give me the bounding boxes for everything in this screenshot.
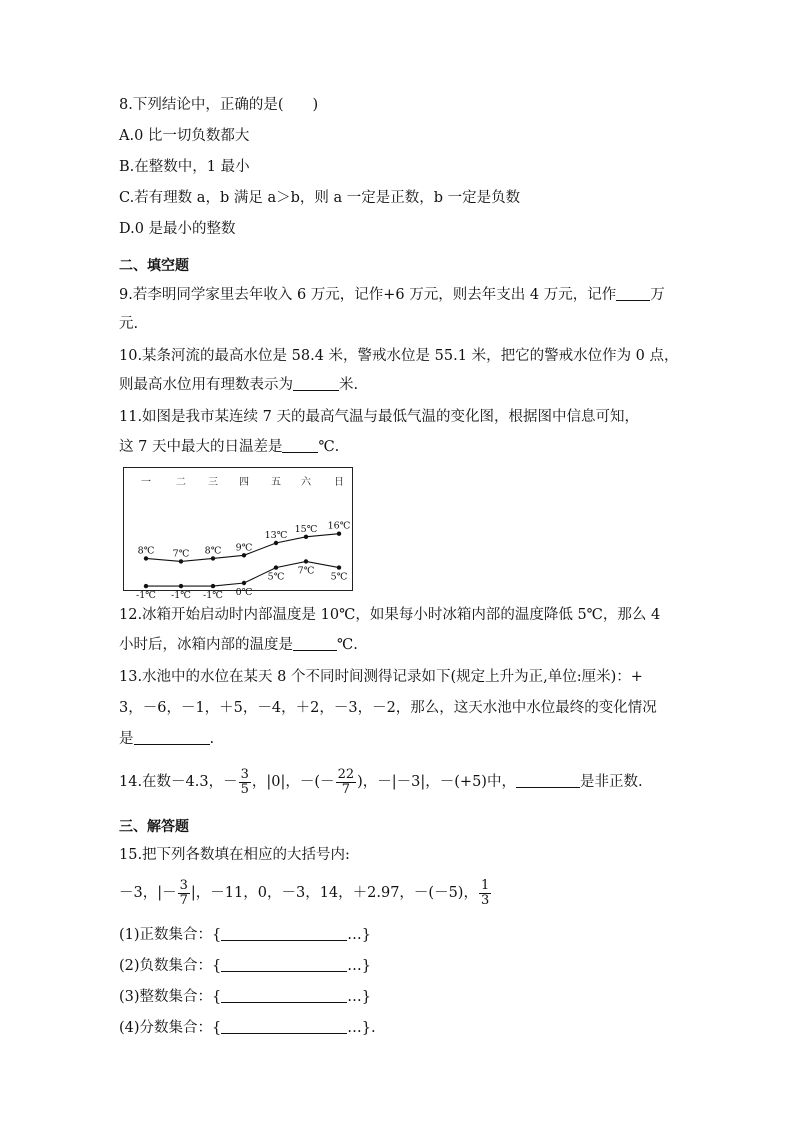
section-answer-title: 三、解答题 bbox=[119, 819, 189, 835]
low-point-6 bbox=[337, 565, 341, 569]
q15-numbers-line bbox=[119, 874, 492, 912]
high-point-6 bbox=[337, 532, 341, 536]
q10-line2 bbox=[119, 375, 358, 395]
q11-line1: 11.如图是我市某连续 7 天的最高气温与最低气温的变化图，根据图中信息可知， bbox=[119, 409, 640, 425]
high-label-1: 7℃ bbox=[172, 548, 190, 560]
high-point-4 bbox=[274, 541, 278, 545]
high-label-6: 16℃ bbox=[327, 520, 351, 532]
q14-fraction-2 bbox=[336, 768, 357, 797]
q8-stem: 8.下列结论中，正确的是( ) bbox=[119, 97, 319, 113]
q11-unit: ℃. bbox=[318, 439, 340, 455]
q15-set-negative-end: …} bbox=[347, 958, 371, 974]
high-label-2: 8℃ bbox=[204, 545, 222, 557]
day-label-0: 一 bbox=[141, 477, 151, 488]
high-point-2 bbox=[211, 556, 215, 560]
high-point-0 bbox=[144, 556, 148, 560]
high-point-1 bbox=[179, 559, 183, 563]
section-fill-blank-title: 二、填空题 bbox=[119, 258, 189, 274]
q8-option-b: B.在整数中，1 最小 bbox=[119, 159, 250, 175]
q13-line1: 13.水池中的水位在某天 8 个不同时间测得记录如下(规定上升为正,单位:厘米)：+ bbox=[119, 669, 643, 685]
q10-unit: 米. bbox=[339, 377, 359, 393]
q15-set-positive bbox=[119, 925, 371, 945]
q15-set-fraction-label: (4)分数集合：{ bbox=[119, 1020, 222, 1036]
q15-set-integer bbox=[119, 987, 371, 1007]
low-point-0 bbox=[144, 584, 148, 588]
q10-line1: 10.某条河流的最高水位是 58.4 米，警戒水位是 55.1 米，把它的警戒水位作为 0 点， bbox=[119, 348, 679, 364]
low-point-5 bbox=[304, 559, 308, 563]
day-label-1: 二 bbox=[176, 477, 186, 488]
q15-set-positive-label: (1)正数集合：{ bbox=[119, 927, 222, 943]
low-point-4 bbox=[274, 565, 278, 569]
q15-set-fraction bbox=[119, 1018, 376, 1038]
q15-set-positive-end: …} bbox=[347, 927, 371, 943]
q15-fraction-1 bbox=[178, 879, 190, 908]
low-label-5: 7℃ bbox=[297, 565, 315, 577]
high-point-3 bbox=[242, 553, 246, 557]
q14-text-d: 是非正数. bbox=[579, 774, 643, 790]
day-label-5: 六 bbox=[301, 477, 311, 488]
q11-text: 这 7 天中最大的日温差是 bbox=[119, 439, 283, 455]
q14-text-a: 14.在数－4.3，－ bbox=[119, 774, 238, 790]
q15-stem: 15.把下列各数填在相应的大括号内: bbox=[119, 847, 350, 863]
q9-line2: 元. bbox=[119, 316, 139, 332]
q10-blank[interactable] bbox=[293, 376, 339, 391]
q13-line2: 3，－6，－1，＋5，－4，＋2，－3，－2，那么，这天水池中水位最终的变化情况 bbox=[119, 700, 657, 716]
q13-line3 bbox=[119, 729, 214, 749]
q13-end: . bbox=[209, 731, 215, 747]
q15-set-fraction-blank[interactable] bbox=[221, 1019, 347, 1034]
q14-line bbox=[119, 764, 643, 800]
q9-text: 9.若李明同学家里去年收入 6 万元，记作+6 万元，则去年支出 4 万元，记作 bbox=[119, 287, 617, 303]
q8-option-a: A.0 比一切负数都大 bbox=[119, 128, 250, 144]
day-label-2: 三 bbox=[208, 477, 218, 488]
low-label-2: -1℃ bbox=[203, 590, 223, 602]
q15-set-integer-label: (3)整数集合：{ bbox=[119, 989, 222, 1005]
q15-fraction-1-denominator: 7 bbox=[179, 892, 188, 908]
q14-fraction-1-numerator: 3 bbox=[240, 766, 249, 782]
q8-option-d: D.0 是最小的整数 bbox=[119, 221, 236, 237]
q15-set-fraction-end: …}. bbox=[347, 1020, 376, 1036]
q9-unit: 万 bbox=[650, 287, 665, 303]
high-label-3: 9℃ bbox=[235, 542, 253, 554]
q14-fraction-2-denominator: 7 bbox=[341, 781, 350, 797]
high-point-5 bbox=[304, 535, 308, 539]
q9-blank[interactable] bbox=[616, 286, 650, 301]
q8-option-c: C.若有理数 a，b 满足 a＞b，则 a 一定是正数，b 一定是负数 bbox=[119, 190, 521, 206]
high-label-5: 15℃ bbox=[294, 523, 318, 535]
q12-blank[interactable] bbox=[293, 636, 337, 651]
low-point-2 bbox=[211, 584, 215, 588]
q15-set-positive-blank[interactable] bbox=[221, 926, 347, 941]
q15-numbers-a: －3，|－ bbox=[119, 885, 177, 901]
q15-set-integer-blank[interactable] bbox=[221, 988, 347, 1003]
day-label-6: 日 bbox=[334, 477, 344, 488]
q12-line2 bbox=[119, 635, 358, 655]
q11-blank[interactable] bbox=[282, 438, 318, 453]
low-point-1 bbox=[179, 584, 183, 588]
q14-fraction-1-denominator: 5 bbox=[240, 781, 249, 797]
q15-set-negative bbox=[119, 956, 371, 976]
q15-fraction-2 bbox=[479, 879, 491, 908]
temperature-chart bbox=[123, 467, 353, 602]
q15-fraction-2-numerator: 1 bbox=[480, 877, 490, 893]
q15-fraction-1-numerator: 3 bbox=[179, 877, 188, 893]
q9-line1 bbox=[119, 285, 665, 305]
q14-blank[interactable] bbox=[516, 773, 580, 788]
low-label-0: -1℃ bbox=[136, 590, 156, 602]
q10-text: 则最高水位用有理数表示为 bbox=[119, 377, 293, 393]
low-label-4: 5℃ bbox=[267, 571, 285, 583]
day-label-3: 四 bbox=[239, 477, 249, 488]
q13-blank[interactable] bbox=[134, 730, 210, 745]
q15-set-integer-end: …} bbox=[347, 989, 371, 1005]
high-label-0: 8℃ bbox=[137, 545, 155, 557]
q14-text-c: )，－|－3|，－(+5)中， bbox=[357, 774, 516, 790]
day-label-4: 五 bbox=[271, 477, 281, 488]
q14-fraction-1 bbox=[239, 768, 251, 797]
q12-line1: 12.冰箱开始启动时内部温度是 10℃，如果每小时冰箱内部的温度降低 5℃，那么 4 bbox=[119, 607, 661, 623]
low-label-3: 0℃ bbox=[235, 587, 253, 598]
low-point-3 bbox=[242, 581, 246, 585]
high-label-4: 13℃ bbox=[264, 530, 288, 541]
low-label-6: 5℃ bbox=[330, 571, 348, 583]
q15-set-negative-label: (2)负数集合：{ bbox=[119, 958, 222, 974]
q14-text-b: ，|0|，－(－ bbox=[251, 774, 335, 790]
q15-numbers-b: |，－11，0，－3，14，＋2.97，－(－5)， bbox=[190, 885, 478, 901]
low-label-1: -1℃ bbox=[171, 590, 191, 602]
q11-line2 bbox=[119, 437, 339, 457]
q15-fraction-2-denominator: 3 bbox=[480, 892, 490, 908]
q15-set-negative-blank[interactable] bbox=[221, 957, 347, 972]
q12-unit: ℃. bbox=[337, 637, 358, 653]
q13-text: 是 bbox=[119, 731, 134, 747]
temperature-chart-svg bbox=[124, 468, 352, 602]
q12-text: 小时后，冰箱内部的温度是 bbox=[119, 637, 293, 653]
q14-fraction-2-numerator: 22 bbox=[337, 766, 355, 782]
